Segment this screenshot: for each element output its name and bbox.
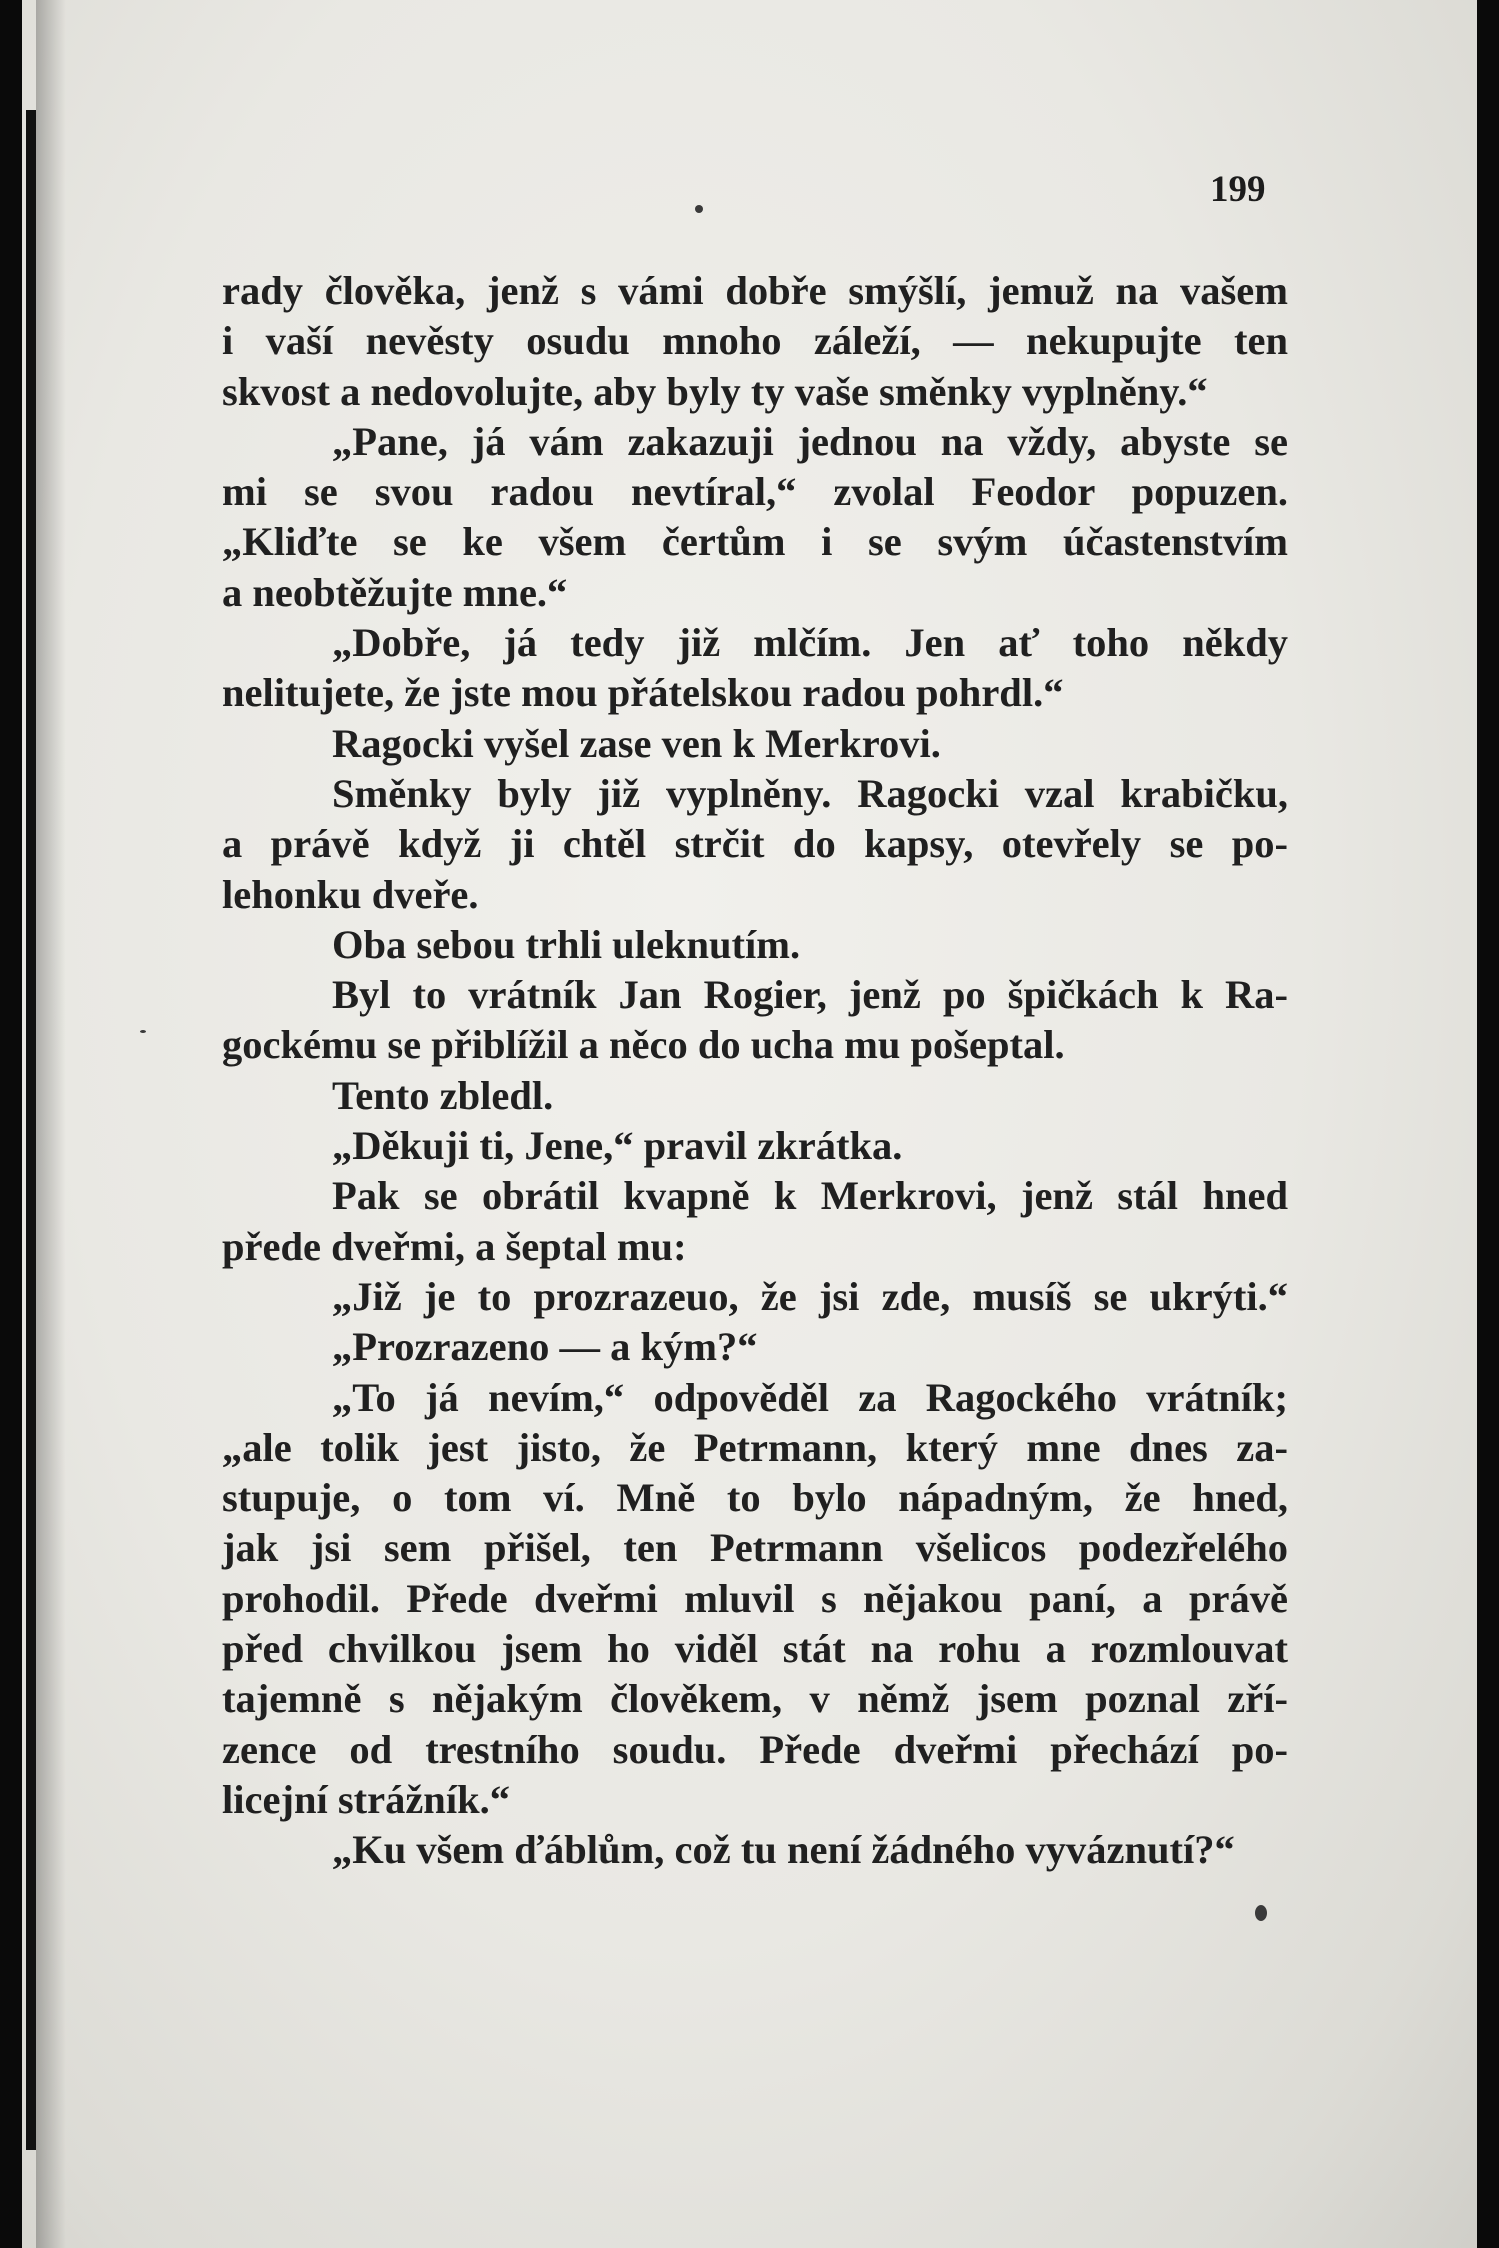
text-line: „Prozrazeno — a kým?“ (332, 1324, 758, 1370)
text-line: stupuje, o tom ví. Mně to bylo nápadným, že hned, (222, 1475, 1288, 1521)
text-line: „Pane, já vám zakazuji jednou na vždy, abyste se (332, 418, 1288, 464)
text-line: „Dobře, já tedy již mlčím. Jen ať toho někdy (332, 620, 1288, 666)
text-line: gockému se přiblížil a něco do ucha mu pošeptal. (222, 1022, 1065, 1068)
ink-speck (695, 205, 703, 213)
text-line: Směnky byly již vyplněny. Ragocki vzal krabičku, (332, 770, 1288, 816)
ink-speck (140, 1030, 146, 1033)
text-line: a neobtěžujte mne.“ (222, 569, 568, 615)
page-number: 199 (1210, 169, 1266, 210)
text-line: zence od trestního soudu. Přede dveřmi přechází po- (222, 1726, 1288, 1772)
text-line: přede dveřmi, a šeptal mu: (222, 1223, 687, 1269)
text-line: prohodil. Přede dveřmi mluvil s nějakou paní, a právě (222, 1575, 1288, 1621)
text-line: skvost a nedovolujte, aby byly ty vaše směnky vyplněny.“ (222, 368, 1208, 414)
text-line: i vaší nevěsty osudu mnoho záleží, — nekupujte ten (222, 318, 1288, 364)
text-line: mi se svou radou nevtíral,“ zvolal Feodor popuzen. (222, 469, 1288, 515)
text-line: „Již je to prozrazeuo, že jsi zde, musíš se ukrýti.“ (332, 1273, 1288, 1319)
text-line: Pak se obrátil kvapně k Merkrovi, jenž stál hned (332, 1173, 1288, 1219)
text-line: před chvilkou jsem ho viděl stát na rohu a rozmlouvat (222, 1626, 1288, 1672)
text-line: „Děkuji ti, Jene,“ pravil zkrátka. (332, 1123, 903, 1169)
binding-shadow (36, 0, 66, 2248)
text-line: tajemně s nějakým člověkem, v němž jsem poznal zří- (222, 1676, 1288, 1722)
ink-speck (1255, 1905, 1267, 1921)
text-line: licejní strážník.“ (222, 1776, 510, 1822)
text-line: „Kliďte se ke všem čertům i se svým účastenstvím (222, 519, 1288, 565)
text-line: rady člověka, jenž s vámi dobře smýšlí, jemuž na vašem (222, 268, 1288, 313)
text-line: Ragocki vyšel zase ven k Merkrovi. (332, 720, 941, 766)
text-line: „To já nevím,“ odpověděl za Ragockého vrátník; (332, 1374, 1288, 1420)
text-line: „ale tolik jest jisto, že Petrmann, který mne dnes za- (222, 1424, 1288, 1470)
text-line: Tento zbledl. (332, 1072, 554, 1118)
text-line: nelitujete, že jste mou přátelskou radou pohrdl.“ (222, 670, 1064, 716)
binding-edge (26, 110, 36, 2150)
text-line: a právě když ji chtěl strčit do kapsy, otevřely se po- (222, 821, 1288, 867)
text-line: Byl to vrátník Jan Rogier, jenž po špičkách k Ra- (332, 972, 1288, 1018)
scan-right-edge (1477, 0, 1499, 2248)
text-line: Oba sebou trhli uleknutím. (332, 921, 801, 967)
body-text (222, 266, 1288, 1876)
text-line: jak jsi sem přišel, ten Petrmann všelicos podezřelého (222, 1525, 1288, 1571)
text-line: „Ku všem ďáblům, což tu není žádného vyváznutí?“ (332, 1827, 1235, 1873)
text-line: lehonku dveře. (222, 871, 479, 917)
